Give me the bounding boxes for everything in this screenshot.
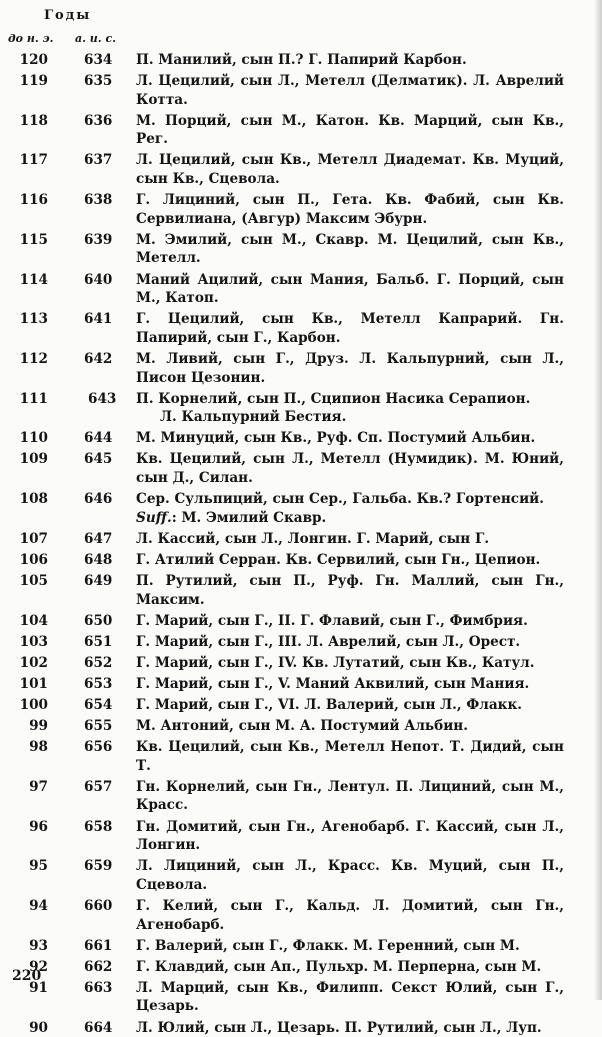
year-auc: 656	[84, 738, 114, 757]
consuls-text	[136, 450, 564, 487]
suffect-label: Suff.	[136, 510, 172, 526]
table-row	[0, 429, 602, 448]
year-auc: 642	[84, 350, 114, 369]
page-number: 220	[12, 968, 41, 984]
year-auc: 663	[84, 979, 114, 998]
consuls-text	[136, 350, 564, 387]
consuls-text	[136, 51, 564, 70]
consuls-names: Г. Марий, сын Г., VI. Л. Валерий, сын Л., Флакк.	[136, 697, 522, 713]
consuls-text	[136, 897, 564, 934]
table-row	[0, 1019, 602, 1037]
consuls-text	[136, 490, 564, 527]
consuls-names: Г. Келий, сын Г., Кальд. Л. Домитий, сын Гн., Агенобарб.	[136, 898, 564, 933]
consuls-text	[136, 271, 564, 308]
year-bc: 109	[18, 450, 48, 469]
year-auc: 648	[84, 551, 114, 570]
consuls-text	[136, 429, 564, 448]
table-row	[0, 738, 602, 775]
consuls-names: Маний Ацилий, сын Мания, Бальб. Г. Порций, сын М., Катоп.	[136, 272, 564, 307]
table-row	[0, 72, 602, 109]
column-header-auc: а. и. с.	[75, 32, 116, 45]
year-auc: 638	[84, 191, 114, 210]
table-row	[0, 857, 602, 894]
consuls-names: Г. Марий, сын Г., V. Маний Аквилий, сын Мания.	[136, 676, 529, 692]
consuls-text	[136, 231, 564, 268]
consuls-names: Кв. Цецилий, сын Кв., Метелл Непот. Т. Дидий, сын Т.	[136, 739, 564, 774]
year-bc: 98	[18, 738, 48, 757]
consuls-names: П. Корнелий, сын П., Сципион Насика Серапион.	[136, 391, 530, 407]
years-heading: Годы	[44, 8, 91, 23]
year-auc: 658	[84, 818, 114, 837]
year-auc: 634	[84, 51, 114, 70]
year-auc: 653	[84, 675, 114, 694]
consuls-names: Г. Марий, сын Г., II. Г. Флавий, сын Г., Фимбрия.	[136, 613, 528, 629]
year-auc: 649	[84, 572, 114, 591]
table-row	[0, 51, 602, 70]
table-row	[0, 450, 602, 487]
year-auc: 643	[88, 390, 118, 409]
year-bc: 104	[18, 612, 48, 631]
table-row	[0, 530, 602, 549]
consuls-text	[136, 551, 564, 570]
table-row	[0, 271, 602, 308]
year-auc: 641	[84, 310, 114, 329]
consuls-text	[136, 572, 564, 609]
year-bc: 99	[18, 717, 48, 736]
year-bc: 110	[18, 429, 48, 448]
consuls-text	[136, 675, 564, 694]
table-row	[0, 897, 602, 934]
consuls-text	[136, 112, 564, 149]
consuls-text	[136, 857, 564, 894]
year-auc: 640	[84, 271, 114, 290]
year-bc: 114	[18, 271, 48, 290]
consuls-text	[136, 390, 564, 427]
consuls-names: Л. Лициний, сын Л., Красс. Кв. Муций, сын П., Сцевола.	[136, 858, 564, 893]
year-auc: 636	[84, 112, 114, 131]
column-header-bc: до н. э.	[8, 32, 53, 45]
table-row	[0, 350, 602, 387]
year-auc: 657	[84, 778, 114, 797]
year-bc: 120	[18, 51, 48, 70]
year-auc: 659	[84, 857, 114, 876]
year-bc: 96	[18, 818, 48, 837]
consul-list	[0, 51, 602, 1037]
year-bc: 107	[18, 530, 48, 549]
consuls-names: Г. Марий, сын Г., IV. Кв. Лутатий, сын Кв., Катул.	[136, 655, 535, 671]
consuls-text	[136, 738, 564, 775]
year-bc: 116	[18, 191, 48, 210]
year-auc: 645	[84, 450, 114, 469]
year-bc: 103	[18, 633, 48, 652]
year-bc: 95	[18, 857, 48, 876]
year-auc: 644	[84, 429, 114, 448]
consuls-text	[136, 530, 564, 549]
year-bc: 91	[18, 979, 48, 998]
year-bc: 94	[18, 897, 48, 916]
year-auc: 660	[84, 897, 114, 916]
consuls-names: М. Эмилий, сын М., Скавр. М. Цецилий, сын Кв., Метелл.	[136, 232, 564, 267]
consuls-names: Сер. Сульпиций, сын Сер., Гальба. Кв.? Гортенсий.	[136, 491, 544, 507]
consuls-names: П. Рутилий, сын П., Руф. Гн. Маллий, сын Гн., Максим.	[136, 573, 564, 608]
table-row	[0, 633, 602, 652]
consuls-names: Кв. Цецилий, сын Л., Метелл (Нумидик). М. Юний, сын Д., Силан.	[136, 451, 564, 486]
consuls-text	[136, 778, 564, 815]
consuls-names: П. Манилий, сын П.? Г. Папирий Карбон.	[136, 52, 467, 68]
year-bc: 117	[18, 151, 48, 170]
table-row	[0, 310, 602, 347]
consuls-text	[136, 818, 564, 855]
consuls-text	[136, 717, 564, 736]
table-row	[0, 572, 602, 609]
year-bc: 92	[18, 958, 48, 977]
consuls-names-continued: Л. Кальпурний Бестия.	[136, 408, 564, 427]
consuls-text	[136, 72, 564, 109]
table-row	[0, 778, 602, 815]
consuls-text	[136, 1019, 564, 1037]
year-auc: 639	[84, 231, 114, 250]
table-row	[0, 979, 602, 1016]
table-row	[0, 191, 602, 228]
suffect-consul	[136, 509, 564, 528]
consuls-names: Л. Кассий, сын Л., Лонгин. Г. Марий, сын Г.	[136, 531, 489, 547]
consuls-names: Г. Клавдий, сын Ап., Пульхр. М. Перперна, сын М.	[136, 959, 541, 975]
consuls-names: Гн. Домитий, сын Гн., Агенобарб. Г. Кассий, сын Л., Лонгин.	[136, 819, 564, 854]
table-row	[0, 612, 602, 631]
year-auc: 635	[84, 72, 114, 91]
year-bc: 97	[18, 778, 48, 797]
consuls-text	[136, 151, 564, 188]
year-bc: 90	[18, 1019, 48, 1037]
year-bc: 102	[18, 654, 48, 673]
consuls-text	[136, 633, 564, 652]
consuls-text	[136, 979, 564, 1016]
year-auc: 662	[84, 958, 114, 977]
consuls-names: Г. Цецилий, сын Кв., Метелл Капрарий. Гн. Папирий, сын Г., Карбон.	[136, 311, 564, 346]
consuls-names: Л. Цецилий, сын Кв., Метелл Диадемат. Кв. Муций, сын Кв., Сцевола.	[136, 152, 564, 187]
year-bc: 93	[18, 937, 48, 956]
table-row	[0, 231, 602, 268]
consuls-names: Г. Лициний, сын П., Гета. Кв. Фабий, сын Кв. Сервилиана, (Авгур) Максим Эбурн.	[136, 192, 564, 227]
consuls-text	[136, 937, 564, 956]
consuls-names: М. Ливий, сын Г., Друз. Л. Кальпурний, сын Л., Писон Цезонин.	[136, 351, 564, 386]
table-row	[0, 958, 602, 977]
year-bc: 111	[18, 390, 48, 409]
year-auc: 651	[84, 633, 114, 652]
year-bc: 106	[18, 551, 48, 570]
year-bc: 119	[18, 72, 48, 91]
year-auc: 664	[84, 1019, 114, 1037]
table-row	[0, 937, 602, 956]
table-row	[0, 696, 602, 715]
consuls-text	[136, 310, 564, 347]
table-row	[0, 490, 602, 527]
consuls-text	[136, 696, 564, 715]
year-bc: 113	[18, 310, 48, 329]
year-bc: 101	[18, 675, 48, 694]
table-row	[0, 654, 602, 673]
table-row	[0, 151, 602, 188]
consuls-text	[136, 958, 564, 977]
consuls-names: Л. Марций, сын Кв., Филипп. Секст Юлий, сын Г., Цезарь.	[136, 980, 564, 1015]
suffect-name: : М. Эмилий Скавр.	[172, 510, 327, 526]
consuls-names: М. Антоний, сын М. А. Постумий Альбин.	[136, 718, 468, 734]
table-row	[0, 390, 602, 427]
consuls-names: Г. Валерий, сын Г., Флакк. М. Геренний, сын М.	[136, 938, 520, 954]
consuls-names: Л. Юлий, сын Л., Цезарь. П. Рутилий, сын Л., Луп.	[136, 1020, 542, 1036]
year-auc: 655	[84, 717, 114, 736]
consuls-names: Г. Атилий Серран. Кв. Сервилий, сын Гн., Цепион.	[136, 552, 540, 568]
year-auc: 646	[84, 490, 114, 509]
year-bc: 100	[18, 696, 48, 715]
year-auc: 652	[84, 654, 114, 673]
consuls-names: М. Минуций, сын Кв., Руф. Сп. Постумий Альбин.	[136, 430, 535, 446]
year-auc: 647	[84, 530, 114, 549]
consuls-text	[136, 612, 564, 631]
year-bc: 115	[18, 231, 48, 250]
table-row	[0, 551, 602, 570]
consuls-names: Гн. Корнелий, сын Гн., Лентул. П. Лициний, сын М., Красс.	[136, 779, 564, 814]
year-bc: 108	[18, 490, 48, 509]
year-auc: 637	[84, 151, 114, 170]
consuls-text	[136, 654, 564, 673]
year-bc: 112	[18, 350, 48, 369]
year-auc: 661	[84, 937, 114, 956]
table-row	[0, 675, 602, 694]
table-row	[0, 818, 602, 855]
consuls-names: Г. Марий, сын Г., III. Л. Аврелий, сын Л., Орест.	[136, 634, 520, 650]
table-row	[0, 112, 602, 149]
year-auc: 650	[84, 612, 114, 631]
consuls-names: М. Порций, сын М., Катон. Кв. Марций, сын Кв., Рег.	[136, 113, 564, 148]
consuls-text	[136, 191, 564, 228]
year-bc: 105	[18, 572, 48, 591]
year-auc: 654	[84, 696, 114, 715]
year-bc: 118	[18, 112, 48, 131]
table-row	[0, 717, 602, 736]
consuls-names: Л. Цецилий, сын Л., Метелл (Делматик). Л. Аврелий Котта.	[136, 73, 564, 108]
